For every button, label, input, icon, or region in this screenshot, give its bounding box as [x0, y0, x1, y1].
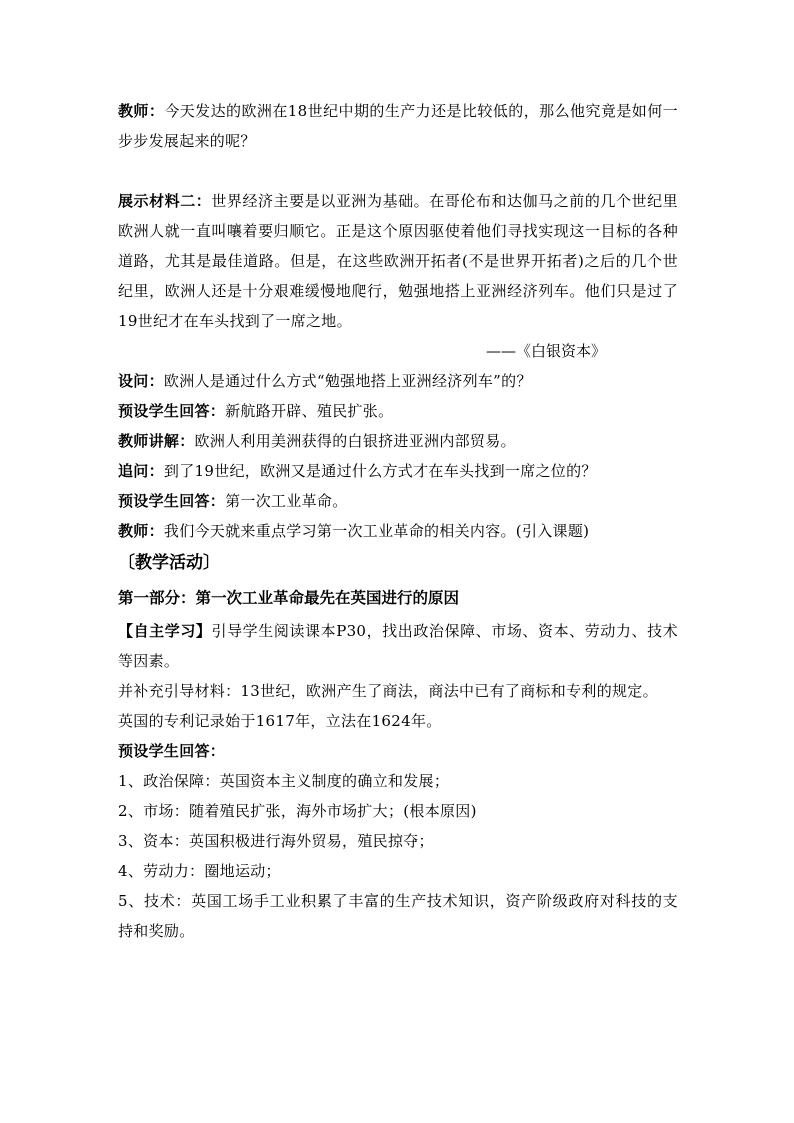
part1-title: 第一部分：第一次工业革命最先在英国进行的原因	[118, 588, 460, 607]
material2-text: 世界经济主要是以亚洲为基础。在哥伦布和达伽马之前的几个世纪里欧洲人就一直叫嚷着要归顺它。正是这个原因驱使着他们寻找实现这一目标的各种道路，尤其是最佳道路。但是，在这些欧洲开拓者(不是世界开拓者)之后的几个世纪里，欧洲人还是十分艰难缓慢地爬行，勉强地搭上亚洲经济列车。他们只是过了19世纪才在车头找到了一席之地。	[118, 192, 678, 330]
supplement-line: 并补充引导材料：13世纪，欧洲产生了商法，商法中已有了商标和专利的规定。	[118, 682, 658, 700]
qa-label: 追问：	[118, 462, 164, 480]
qa-label: 预设学生回答：	[118, 492, 226, 510]
qa-label: 教师：	[118, 522, 164, 540]
qa-label: 教师讲解：	[118, 432, 195, 450]
spacer	[118, 156, 678, 186]
qa-student-answer-2	[118, 486, 678, 516]
intro-text: 今天发达的欧洲在18世纪中期的生产力还是比较低的，那么他究竟是如何一步步发展起来的呢？	[118, 102, 678, 150]
qa-teacher-intro	[118, 516, 678, 546]
self-study-paragraph	[118, 616, 678, 676]
answer-item: 1、政治保障：英国资本主义制度的确立和发展；	[118, 772, 450, 790]
answer-item: 5、技术：英国工场手工业积累了丰富的生产技术知识，资产阶级政府对科技的支持和奖励。	[118, 892, 678, 940]
intro-paragraph	[118, 96, 678, 156]
answer-item: 2、市场：随着殖民扩张，海外市场扩大；(根本原因)	[118, 802, 477, 820]
qa-text: 第一次工业革命。	[225, 492, 348, 510]
material2-label: 展示材料二：	[118, 192, 212, 210]
qa-question	[118, 366, 678, 396]
self-study-text: 引导学生阅读课本P30，找出政治保障、市场、资本、劳动力、技术等因素。	[118, 622, 678, 670]
qa-text: 欧洲人是通过什么方式“勉强地搭上亚洲经济列车”的？	[163, 372, 532, 390]
answer-item: 3、资本：英国积极进行海外贸易，殖民掠夺；	[118, 832, 434, 850]
qa-follow-up	[118, 456, 678, 486]
section-title: 〔教学活动〕	[118, 553, 220, 573]
intro-separator: ：	[148, 102, 165, 120]
qa-text: 欧洲人利用美洲获得的白银挤进亚洲内部贸易。	[194, 432, 516, 450]
material2-source: ——《白银资本》	[485, 342, 606, 360]
qa-text: 到了19世纪，欧洲又是通过什么方式才在车头找到一席之位的？	[163, 462, 597, 480]
qa-text: 我们今天就来重点学习第一次工业革命的相关内容。(引入课题)	[163, 522, 590, 540]
material2-paragraph	[118, 186, 678, 336]
intro-label: 教师	[118, 102, 149, 120]
qa-teacher-explanation	[118, 426, 678, 456]
answer-label: 预设学生回答：	[118, 742, 226, 760]
self-study-label: 【自主学习】	[118, 622, 212, 640]
answer-item: 4、劳动力：圈地运动；	[118, 862, 281, 880]
supplement-line: 英国的专利记录始于1617年，立法在1624年。	[118, 712, 442, 730]
qa-label: 设问：	[118, 372, 164, 390]
qa-label: 预设学生回答：	[118, 402, 226, 420]
qa-text: 新航路开辟、殖民扩张。	[225, 402, 394, 420]
document-content	[118, 96, 678, 946]
qa-student-answer	[118, 396, 678, 426]
